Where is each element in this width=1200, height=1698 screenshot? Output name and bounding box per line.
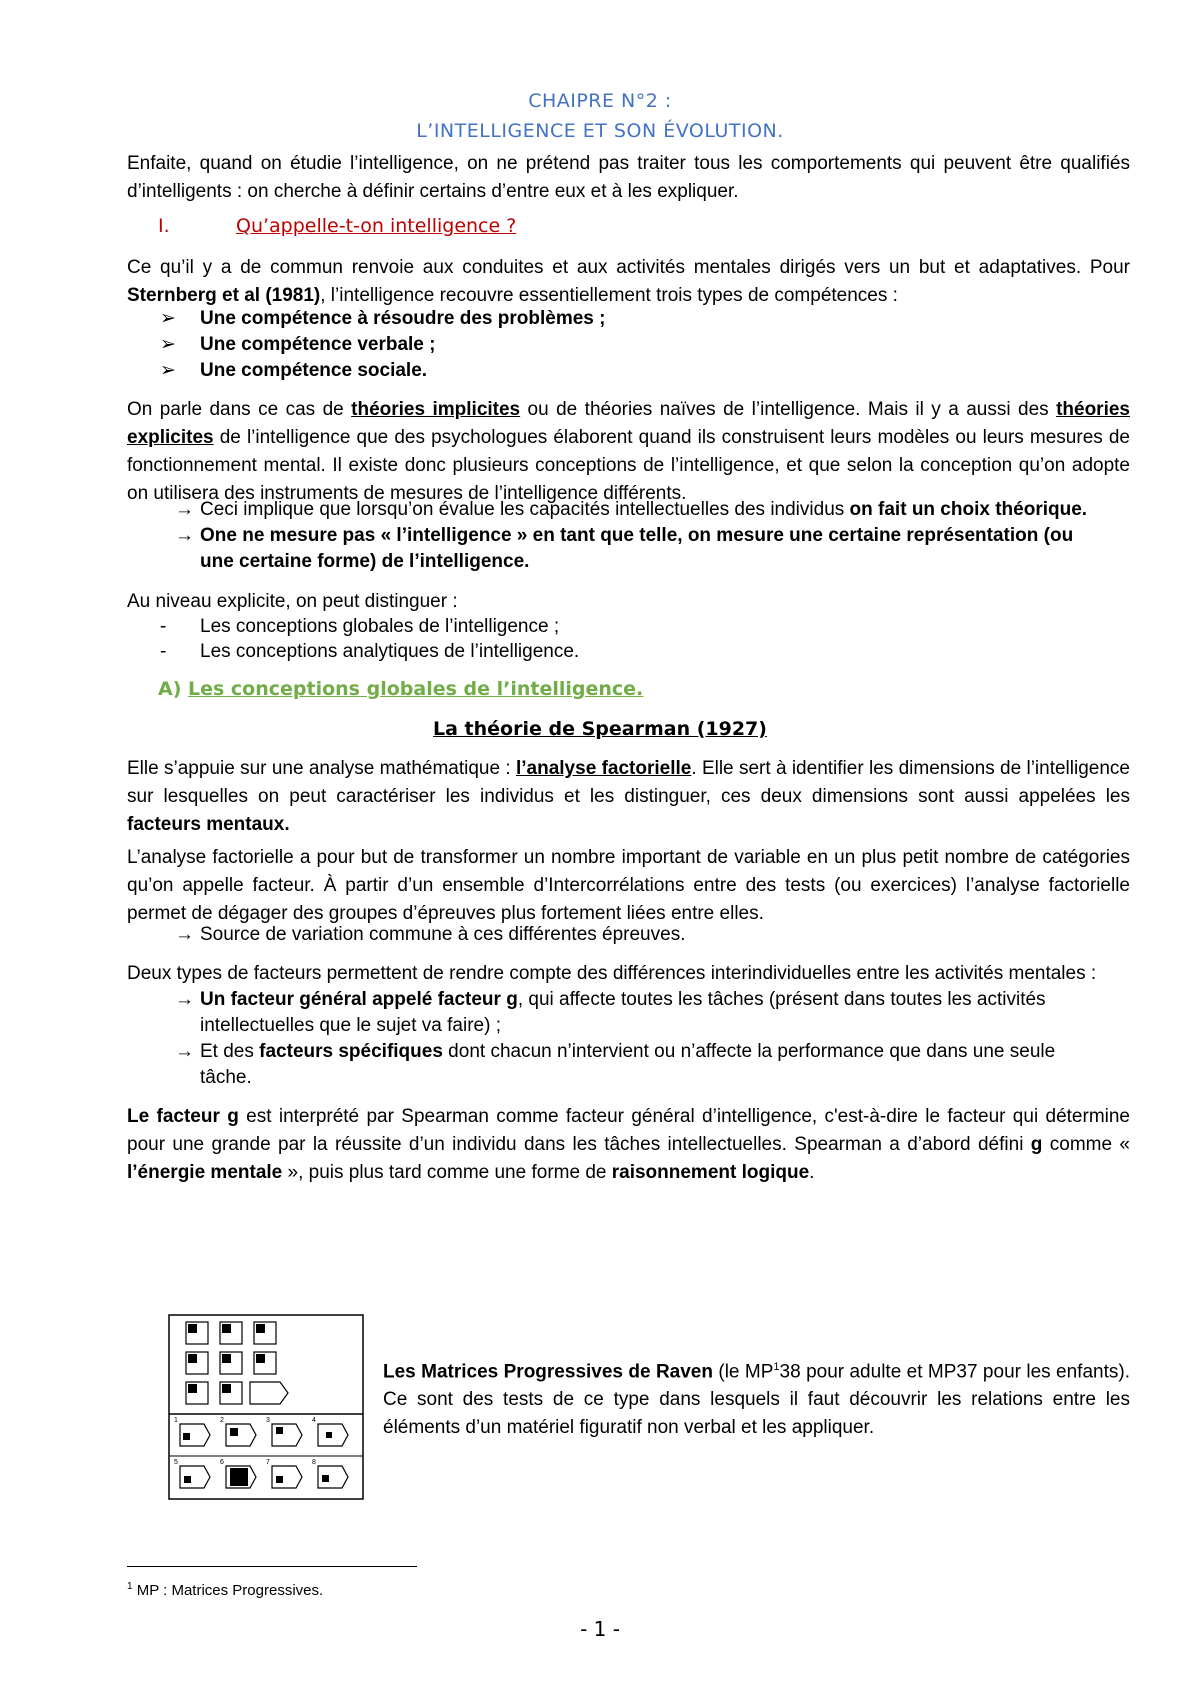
bullet-item: ➢ Une compétence sociale.	[160, 357, 427, 385]
dash-item: - Les conceptions globales de l’intelligence ;	[160, 616, 560, 637]
arrow-item: → Et des facteurs spécifiques dont chacun n’intervient ou n’affecte la performance que dans une seule	[175, 1038, 1055, 1066]
raven-option-number: 6	[220, 1459, 224, 1466]
footnote: $^1$ MP : Matrices Progressives.	[127, 1581, 324, 1599]
section-a-heading: A) Les conceptions globales de l’intelligence.	[158, 678, 644, 700]
right-arrow-icon: →	[175, 1041, 194, 1062]
right-arrow-icon: →	[175, 989, 194, 1010]
arrow-item-continuation: intellectuelles que le sujet va faire) ;	[200, 1015, 501, 1036]
section-1-paragraph-1: Ce qu’il y a de commun renvoie aux conduites et aux activités mentales dirigés vers un but et adaptatives. Pour Sternberg et al (1981), l’intelligence recouvre essentiellement trois types de compétences :	[127, 257, 1130, 306]
raven-option-number: 8	[312, 1459, 316, 1466]
footnote-separator	[127, 1566, 417, 1567]
footnote-reference: 1	[773, 1361, 780, 1373]
raven-option-number: 5	[174, 1459, 178, 1466]
raven-option-number: 4	[312, 1417, 316, 1424]
section-1-paragraph-2: On parle dans ce cas de théories implicites ou de théories naïves de l’intelligence. Mais il y a aussi des théories explicites de l’intelligence que des psychologues élaborent quand ils construisent leurs modèles ou leurs mesures de fonctionnement mental. Il existe donc plusieurs conceptions de l’intelligence, et que selon la conception qu’on adopte on utilisera des instruments de mesures de l’intelligence différents.	[127, 399, 1130, 504]
intro-paragraph: Enfaite, quand on étudie l’intelligence, on ne prétend pas traiter tous les comportements qui peuvent être qualifiés d’intelligents : on cherche à définir certains d’entre eux et à les expliquer.	[127, 153, 1130, 202]
section-1-paragraph-3: Au niveau explicite, on peut distinguer :	[127, 591, 458, 612]
arrow-item: → Source de variation commune à ces différentes épreuves.	[175, 921, 685, 949]
raven-option-number: 2	[220, 1417, 224, 1424]
section-1-heading	[158, 215, 516, 237]
dash-item: - Les conceptions analytiques de l’intelligence.	[160, 641, 580, 662]
section-1-number: I.	[158, 215, 170, 237]
right-arrow-icon: →	[175, 499, 194, 520]
spearman-paragraph-2: L’analyse factorielle a pour but de transformer un nombre important de variable en un plus petit nombre de catégories qu’on appelle facteur. À partir d’un ensemble d’Intercorrélations entre des tests (ou exercices) l’analyse factorielle permet de dégager des groupes d’épreuves plus fortement liées entre elles.	[127, 847, 1130, 924]
page-number: - 1 -	[580, 1617, 620, 1641]
raven-option-number: 3	[266, 1417, 270, 1424]
spearman-paragraph-4: Le facteur g est interprété par Spearman comme facteur général d’intelligence, c'est-à-dire le facteur qui détermine pour une grande par la réussite d’un individu dans les tâches intellectuelles. Spearman a d’abord défini g comme « l’énergie mentale », puis plus tard comme une forme de raisonnement logique.	[127, 1106, 1131, 1183]
arrowhead-bullet-icon: ➢	[160, 360, 176, 381]
arrow-item: → Ceci implique que lorsqu’on évalue les capacités intellectuelles des individus on fait un choix théorique.	[175, 496, 1087, 524]
spearman-subheading: La théorie de Spearman (1927)	[433, 718, 767, 740]
raven-option-number: 7	[266, 1459, 270, 1466]
spearman-paragraph-1: Elle s’appuie sur une analyse mathématique : l’analyse factorielle. Elle sert à identifier les dimensions de l’intelligence sur lesquelles on peut caractériser les individus et les distinguer, ces deux dimensions sont aussi appelées les facteurs mentaux.	[127, 758, 1130, 835]
spearman-paragraph-3: Deux types de facteurs permettent de rendre compte des différences interindividuelles entre les activités mentales :	[127, 963, 1097, 984]
arrowhead-bullet-icon: ➢	[160, 308, 176, 329]
arrow-item: → One ne mesure pas « l’intelligence » en tant que telle, on mesure une certaine représentation (ou	[175, 522, 1073, 550]
section-1-title: Qu’appelle-t-on intelligence ?	[236, 215, 517, 237]
chapter-title-line1: CHAIPRE N°2 :	[528, 90, 672, 112]
arrowhead-bullet-icon: ➢	[160, 334, 176, 355]
right-arrow-icon: →	[175, 924, 194, 945]
bullet-item: ➢ Une compétence verbale ;	[160, 331, 435, 359]
chapter-title-line2: L’INTELLIGENCE ET SON ÉVOLUTION.	[416, 120, 784, 142]
raven-option-number: 1	[174, 1417, 178, 1424]
arrow-item: → Un facteur général appelé facteur g, qui affecte toutes les tâches (présent dans toutes les activités	[175, 986, 1046, 1014]
arrow-item-continuation: tâche.	[200, 1067, 252, 1088]
raven-matrix-figure	[168, 1314, 364, 1500]
right-arrow-icon: →	[175, 525, 194, 546]
arrow-item-continuation: une certaine forme) de l’intelligence.	[200, 551, 530, 572]
bullet-item: ➢ Une compétence à résoudre des problèmes ;	[160, 305, 605, 333]
raven-paragraph: Les Matrices Progressives de Raven (le $MP^138$ pour adulte et MP37 pour les enfants). Ce sont des tests de ce type dans lesquels il faut découvrir les relations entre les éléments d’un matériel figuratif non verbal et les appliquer.	[383, 1361, 1130, 1439]
